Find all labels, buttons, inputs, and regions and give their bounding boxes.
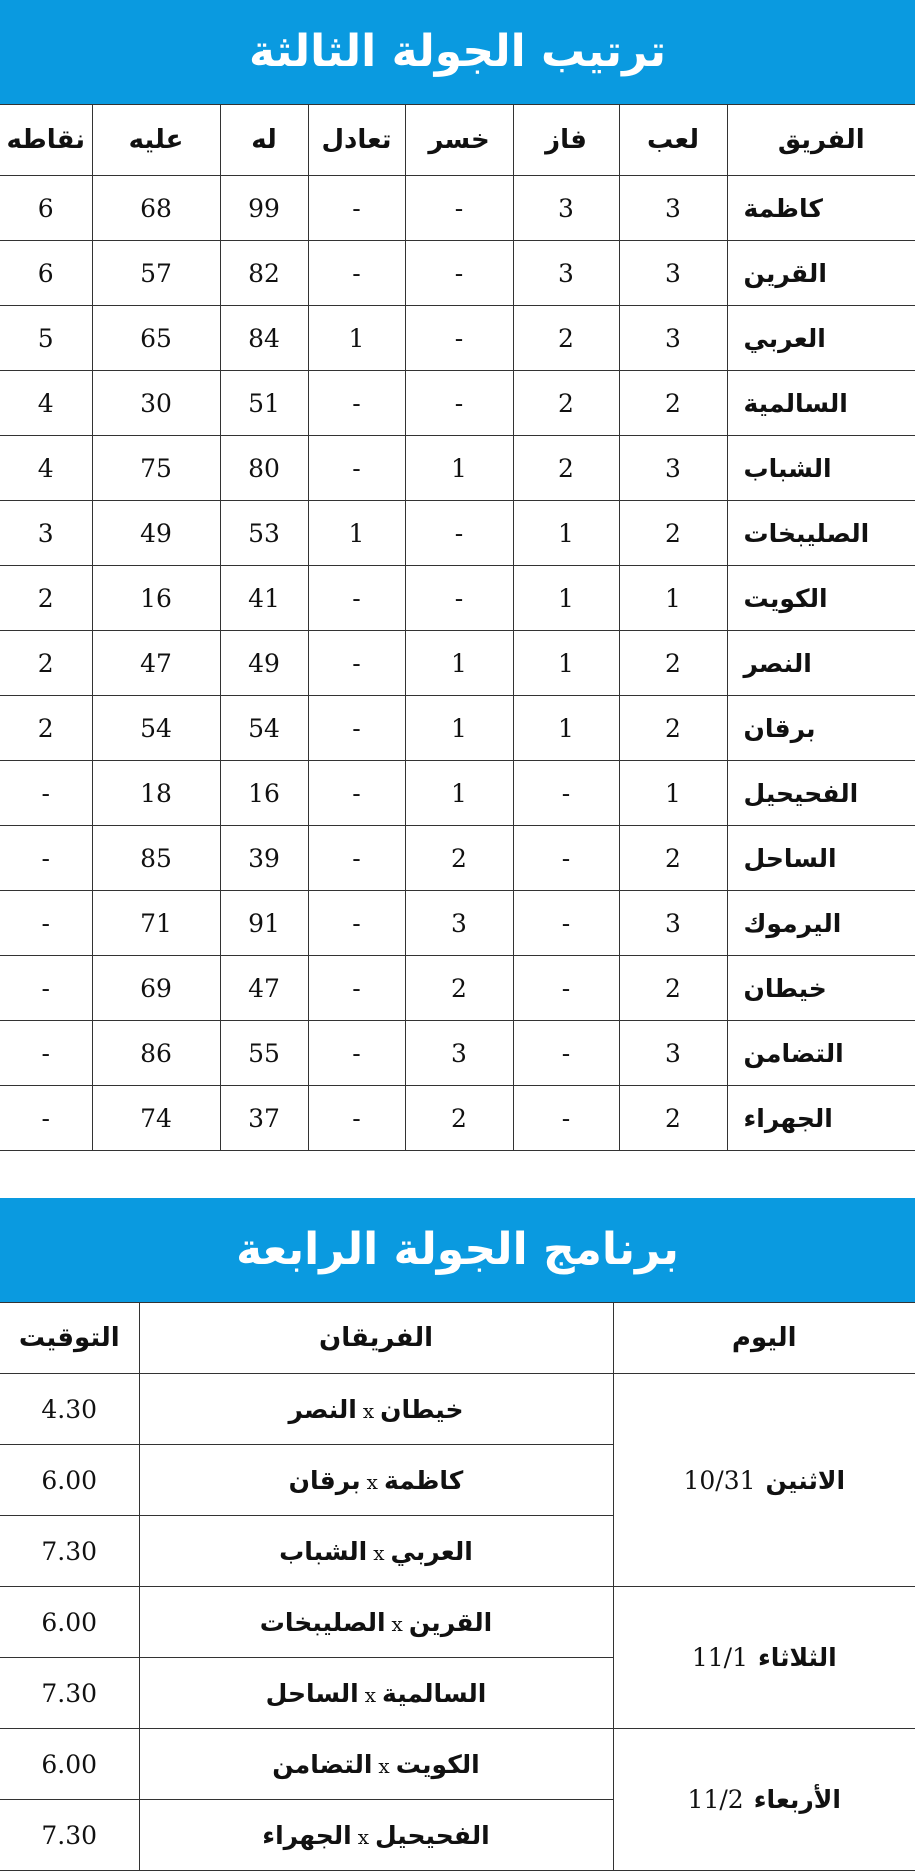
- home-team: السالمية: [382, 1678, 487, 1708]
- stat-cell: -: [513, 826, 619, 891]
- stat-cell: 85: [92, 826, 220, 891]
- stat-cell: 49: [220, 631, 308, 696]
- stat-cell: -: [513, 1086, 619, 1151]
- away-team: التضامن: [272, 1749, 373, 1779]
- table-row: [0, 1086, 915, 1151]
- stat-cell: 5: [0, 306, 92, 371]
- day-date: 10/31: [683, 1465, 756, 1495]
- home-team: الفحيحيل: [374, 1820, 490, 1850]
- stat-cell: 1: [619, 566, 727, 631]
- stat-cell: 1: [308, 501, 405, 566]
- home-team: العربي: [390, 1536, 473, 1566]
- table-row: [0, 566, 915, 631]
- header-day: اليوم: [613, 1303, 915, 1374]
- stat-cell: 3: [513, 241, 619, 306]
- table-row: [0, 761, 915, 826]
- match-time: 4.30: [0, 1374, 139, 1445]
- away-team: النصر: [288, 1394, 357, 1424]
- stat-cell: -: [308, 696, 405, 761]
- match-time: 7.30: [0, 1516, 139, 1587]
- team-name: الجهراء: [727, 1086, 915, 1151]
- standings-header-cell: تعادل: [308, 105, 405, 176]
- standings-header-cell: له: [220, 105, 308, 176]
- home-team: الكويت: [395, 1749, 480, 1779]
- stat-cell: 1: [619, 761, 727, 826]
- standings-header-cell: الفريق: [727, 105, 915, 176]
- away-team: الشباب: [279, 1536, 368, 1566]
- table-row: [0, 956, 915, 1021]
- stat-cell: 51: [220, 371, 308, 436]
- day-name: الثلاثاء: [757, 1643, 837, 1672]
- match-teams: [139, 1445, 613, 1516]
- match-teams: [139, 1516, 613, 1587]
- stat-cell: 2: [513, 306, 619, 371]
- team-name: الصليبخات: [727, 501, 915, 566]
- stat-cell: 2: [619, 826, 727, 891]
- stat-cell: 3: [619, 306, 727, 371]
- day-name: الاثنين: [765, 1465, 846, 1495]
- stat-cell: 82: [220, 241, 308, 306]
- stat-cell: 1: [405, 436, 513, 501]
- stat-cell: -: [0, 826, 92, 891]
- stat-cell: 4: [0, 371, 92, 436]
- standings-header-cell: لعب: [619, 105, 727, 176]
- stat-cell: -: [308, 176, 405, 241]
- stat-cell: 2: [619, 501, 727, 566]
- stat-cell: 3: [619, 176, 727, 241]
- stat-cell: -: [405, 176, 513, 241]
- stat-cell: 91: [220, 891, 308, 956]
- team-name: السالمية: [727, 371, 915, 436]
- home-team: كاظمة: [383, 1465, 464, 1495]
- stat-cell: -: [0, 956, 92, 1021]
- stat-cell: 3: [405, 891, 513, 956]
- stat-cell: 54: [92, 696, 220, 761]
- stat-cell: 55: [220, 1021, 308, 1086]
- stat-cell: 1: [513, 501, 619, 566]
- stat-cell: 1: [405, 761, 513, 826]
- standings-header-cell: عليه: [92, 105, 220, 176]
- team-name: الكويت: [727, 566, 915, 631]
- table-row: [0, 891, 915, 956]
- match-day: [613, 1587, 915, 1729]
- team-name: خيطان: [727, 956, 915, 1021]
- stat-cell: 69: [92, 956, 220, 1021]
- away-team: الجهراء: [262, 1820, 352, 1850]
- team-name: كاظمة: [727, 176, 915, 241]
- match-teams: [139, 1658, 613, 1729]
- stat-cell: 53: [220, 501, 308, 566]
- table-row: [0, 436, 915, 501]
- stat-cell: 16: [220, 761, 308, 826]
- match-teams: [139, 1374, 613, 1445]
- schedule-header-row: [0, 1303, 915, 1374]
- stat-cell: 30: [92, 371, 220, 436]
- stat-cell: 80: [220, 436, 308, 501]
- stat-cell: 18: [92, 761, 220, 826]
- versus-mark: x: [362, 1398, 375, 1423]
- versus-mark: x: [357, 1824, 369, 1849]
- stat-cell: -: [513, 891, 619, 956]
- stat-cell: 3: [619, 241, 727, 306]
- table-row: [0, 176, 915, 241]
- match-teams: [139, 1587, 613, 1658]
- stat-cell: -: [308, 241, 405, 306]
- team-name: النصر: [727, 631, 915, 696]
- stat-cell: 65: [92, 306, 220, 371]
- stat-cell: -: [308, 371, 405, 436]
- stat-cell: 1: [405, 631, 513, 696]
- day-name: الأربعاء: [753, 1785, 841, 1814]
- stat-cell: 41: [220, 566, 308, 631]
- match-day: [613, 1374, 915, 1587]
- match-time: 6.00: [0, 1445, 139, 1516]
- away-team: الساحل: [265, 1678, 359, 1708]
- away-team: برقان: [288, 1465, 361, 1495]
- team-name: اليرموك: [727, 891, 915, 956]
- stat-cell: 2: [405, 826, 513, 891]
- stat-cell: -: [513, 1021, 619, 1086]
- stat-cell: 3: [619, 436, 727, 501]
- standings-table: [0, 104, 915, 1151]
- stat-cell: -: [405, 501, 513, 566]
- table-row: [0, 826, 915, 891]
- team-name: التضامن: [727, 1021, 915, 1086]
- table-row: [0, 306, 915, 371]
- versus-mark: x: [391, 1611, 403, 1636]
- home-team: القرين: [408, 1607, 493, 1637]
- stat-cell: 2: [0, 566, 92, 631]
- stat-cell: -: [308, 956, 405, 1021]
- match-day: [613, 1729, 915, 1871]
- stat-cell: 37: [220, 1086, 308, 1151]
- stat-cell: -: [513, 956, 619, 1021]
- stat-cell: 3: [619, 1021, 727, 1086]
- team-name: برقان: [727, 696, 915, 761]
- stat-cell: 2: [0, 696, 92, 761]
- stat-cell: 3: [513, 176, 619, 241]
- match-time: 7.30: [0, 1658, 139, 1729]
- table-row: [0, 696, 915, 761]
- standings-header-row: [0, 105, 915, 176]
- versus-mark: x: [364, 1682, 377, 1707]
- standings-header-cell: خسر: [405, 105, 513, 176]
- stat-cell: 74: [92, 1086, 220, 1151]
- versus-mark: x: [373, 1540, 385, 1565]
- stat-cell: -: [513, 761, 619, 826]
- day-date: 11/1: [691, 1643, 748, 1672]
- match-time: 6.00: [0, 1587, 139, 1658]
- day-date: 11/2: [687, 1785, 744, 1814]
- stat-cell: 2: [513, 371, 619, 436]
- stat-cell: 2: [513, 436, 619, 501]
- versus-mark: x: [366, 1469, 378, 1494]
- stat-cell: 3: [619, 891, 727, 956]
- team-name: الساحل: [727, 826, 915, 891]
- team-name: القرين: [727, 241, 915, 306]
- stat-cell: 2: [619, 956, 727, 1021]
- stat-cell: 99: [220, 176, 308, 241]
- match-teams: [139, 1800, 613, 1871]
- home-team: خيطان: [380, 1394, 464, 1424]
- stat-cell: -: [308, 436, 405, 501]
- away-team: الصليبخات: [259, 1607, 386, 1637]
- stat-cell: 16: [92, 566, 220, 631]
- table-row: [0, 1021, 915, 1086]
- match-time: 7.30: [0, 1800, 139, 1871]
- table-row: [0, 631, 915, 696]
- table-row: [0, 1729, 915, 1800]
- stat-cell: -: [308, 1086, 405, 1151]
- table-row: [0, 1374, 915, 1445]
- stat-cell: -: [405, 241, 513, 306]
- stat-cell: 4: [0, 436, 92, 501]
- stat-cell: -: [405, 371, 513, 436]
- header-time: التوقيت: [0, 1303, 139, 1374]
- stat-cell: 1: [308, 306, 405, 371]
- match-time: 6.00: [0, 1729, 139, 1800]
- stat-cell: 2: [619, 1086, 727, 1151]
- team-name: العربي: [727, 306, 915, 371]
- stat-cell: 1: [513, 631, 619, 696]
- stat-cell: -: [0, 1021, 92, 1086]
- stat-cell: 57: [92, 241, 220, 306]
- table-row: [0, 241, 915, 306]
- schedule-title: برنامج الجولة الرابعة: [0, 1198, 915, 1302]
- stat-cell: -: [308, 826, 405, 891]
- stat-cell: 3: [0, 501, 92, 566]
- table-row: [0, 371, 915, 436]
- stat-cell: 86: [92, 1021, 220, 1086]
- stat-cell: 2: [619, 696, 727, 761]
- stat-cell: 39: [220, 826, 308, 891]
- stat-cell: -: [308, 891, 405, 956]
- stat-cell: 6: [0, 241, 92, 306]
- stat-cell: 1: [513, 566, 619, 631]
- versus-mark: x: [378, 1753, 390, 1778]
- stat-cell: 47: [92, 631, 220, 696]
- stat-cell: 2: [0, 631, 92, 696]
- stat-cell: -: [0, 1086, 92, 1151]
- stat-cell: 68: [92, 176, 220, 241]
- header-teams: الفريقان: [139, 1303, 613, 1374]
- table-row: [0, 1587, 915, 1658]
- stat-cell: 2: [619, 371, 727, 436]
- match-teams: [139, 1729, 613, 1800]
- standings-title: ترتيب الجولة الثالثة: [0, 0, 915, 104]
- stat-cell: 49: [92, 501, 220, 566]
- team-name: الشباب: [727, 436, 915, 501]
- stat-cell: -: [0, 891, 92, 956]
- stat-cell: 2: [619, 631, 727, 696]
- stat-cell: -: [308, 1021, 405, 1086]
- stat-cell: -: [308, 566, 405, 631]
- stat-cell: -: [405, 306, 513, 371]
- stat-cell: 2: [405, 1086, 513, 1151]
- stat-cell: 6: [0, 176, 92, 241]
- stat-cell: -: [308, 761, 405, 826]
- schedule-table: [0, 1302, 915, 1871]
- stat-cell: 54: [220, 696, 308, 761]
- stat-cell: 47: [220, 956, 308, 1021]
- stat-cell: 2: [405, 956, 513, 1021]
- stat-cell: -: [0, 761, 92, 826]
- stat-cell: 71: [92, 891, 220, 956]
- standings-header-cell: نقاطه: [0, 105, 92, 176]
- team-name: الفحيحيل: [727, 761, 915, 826]
- standings-header-cell: فاز: [513, 105, 619, 176]
- stat-cell: 75: [92, 436, 220, 501]
- table-row: [0, 501, 915, 566]
- stat-cell: -: [308, 631, 405, 696]
- stat-cell: 1: [513, 696, 619, 761]
- stat-cell: 84: [220, 306, 308, 371]
- stat-cell: 1: [405, 696, 513, 761]
- stat-cell: 3: [405, 1021, 513, 1086]
- stat-cell: -: [405, 566, 513, 631]
